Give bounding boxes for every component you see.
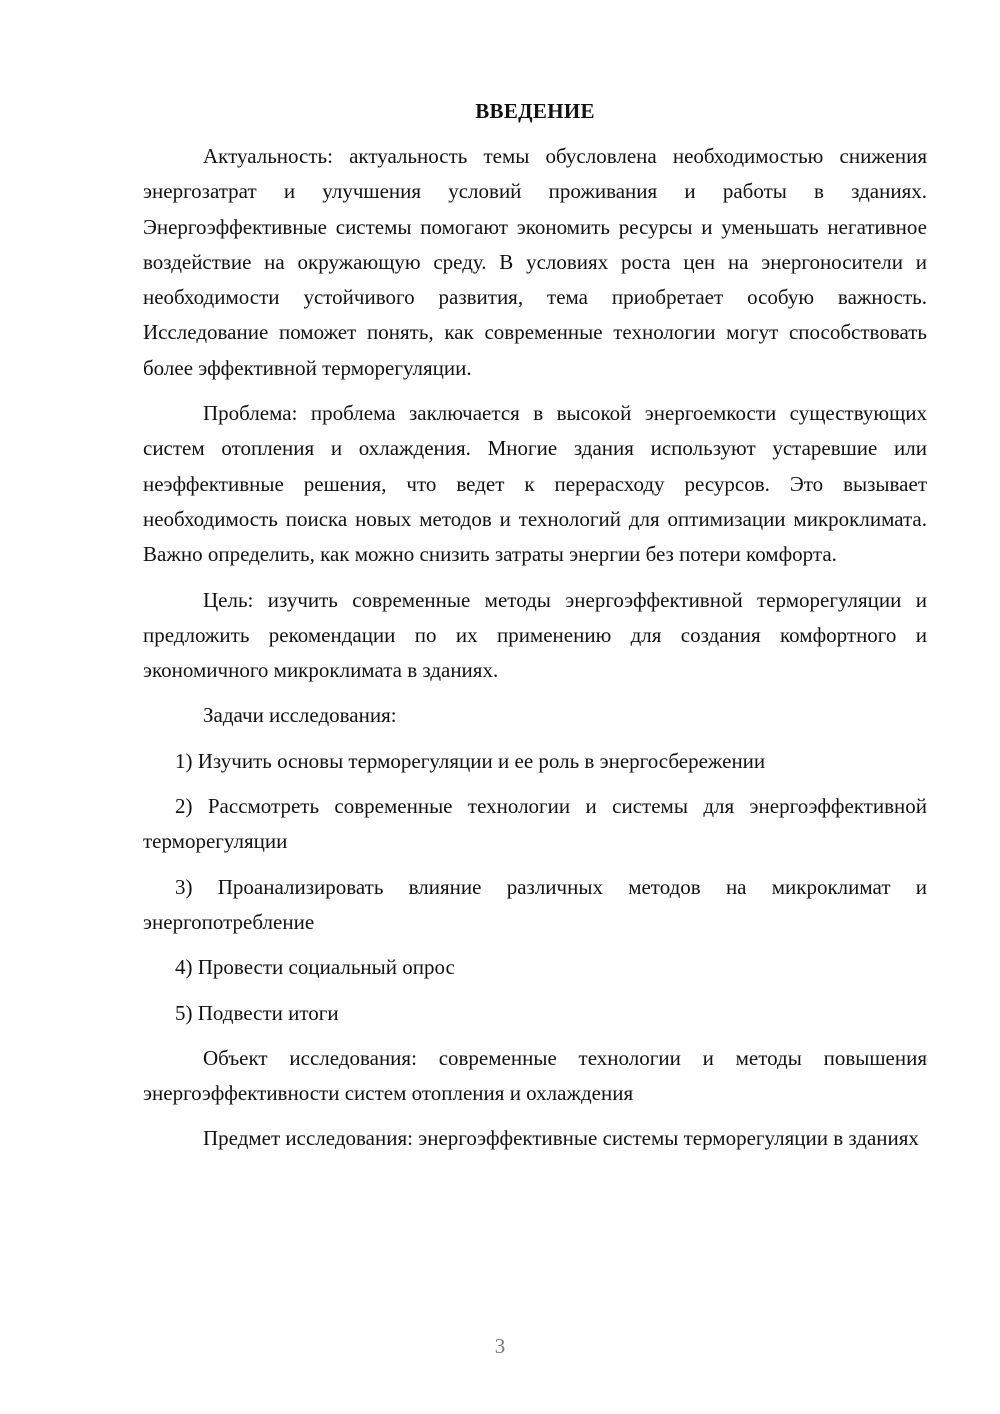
paragraph-research-object: Объект исследования: современные технологии и методы повышения энергоэффективности систем отопления и охлаждения [143, 1045, 927, 1106]
task-item-4: 4) Провести социальный опрос [175, 955, 455, 980]
page-title: ВВЕДЕНИЕ [475, 99, 595, 123]
paragraph-research-subject: Предмет исследования: энергоэффективные системы терморегуляции в зданиях [203, 1126, 919, 1151]
task-item-3: 3) Проанализировать влияние различных методов на микроклимат и энергопотребление [143, 874, 927, 934]
page-number: 3 [494, 1334, 506, 1358]
paragraph-problem: Проблема: проблема заключается в высокой энергоемкости существующих систем отопления и охлаждения. Многие здания используют устаревшие или неэффективные решения, что ведет к перерасходу ресурсов. Это вызывает необходимость поиска новых методов и технологий для оптимизации микроклимата. Важно определить, как можно снизить затраты энергии без потери комфорта. [143, 401, 927, 567]
page-content [143, 94, 927, 1167]
task-item-1: 1) Изучить основы терморегуляции и ее роль в энергосбережении [175, 748, 766, 773]
paragraph-relevance: Актуальность: актуальность темы обусловлена необходимостью снижения энергозатрат и улучшения условий проживания и работы в зданиях. Энергоэффективные системы помогают экономить ресурсы и уменьшать негативное воздействие на окружающую среду. В условиях роста цен на энергоносители и необходимости устойчивого развития, тема приобретает особую важность. Исследование поможет понять, как современные технологии могут способствовать более эффективной терморегуляции. [143, 144, 927, 380]
task-item-2: 2) Рассмотреть современные технологии и системы для энергоэффективной терморегуляции [143, 794, 927, 854]
paragraph-tasks-heading: Задачи исследования: [203, 703, 397, 728]
paragraph-goal: Цель: изучить современные методы энергоэффективной терморегуляции и предложить рекомендации по их применению для создания комфортного и экономичного микроклимата в зданиях. [143, 587, 927, 683]
task-item-5: 5) Подвести итоги [175, 1000, 339, 1025]
